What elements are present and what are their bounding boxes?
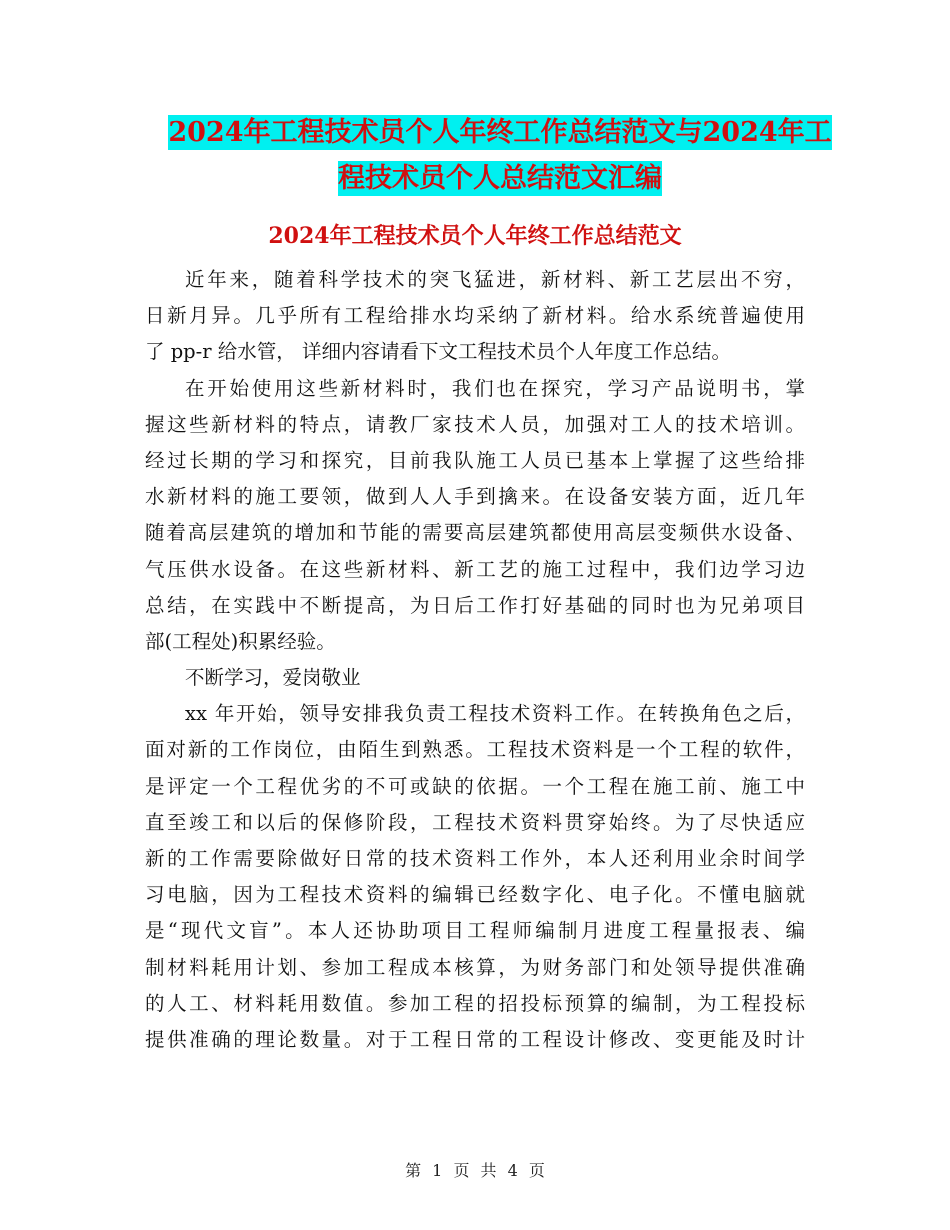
text-line: 习电脑，因为工程技术资料的编辑已经数字化、电子化。不懂电脑就 [145, 883, 805, 907]
text-line: 总结，在实践中不断提高，为日后工作打好基础的同时也为兄弟项目 [145, 593, 805, 617]
section-title: 2024年工程技术员个人年终工作总结范文 [268, 223, 682, 249]
document-title-line-2: 程技术员个人总结范文汇编 [338, 163, 662, 194]
text-line: xx 年开始，领导安排我负责工程技术资料工作。在转换角色之后， [185, 702, 805, 726]
text-line: 了 pp-r 给水管， 详细内容请看下文工程技术员个人年度工作总结。 [145, 340, 731, 364]
text-line: 气压供水设备。在这些新材料、新工艺的施工过程中，我们边学习边 [145, 557, 805, 581]
text-line: 直至竣工和以后的保修阶段，工程技术资料贯穿始终。为了尽快适应 [145, 810, 805, 834]
body-text [145, 262, 805, 1058]
text-line: 部(工程处)积累经验。 [145, 629, 336, 653]
text-line: 握这些新材料的特点，请教厂家技术人员，加强对工人的技术培训。 [145, 412, 805, 436]
text-line: 水新材料的施工要领，做到人人手到擒来。在设备安装方面，近几年 [145, 485, 805, 509]
text-line: 面对新的工作岗位，由陌生到熟悉。工程技术资料是一个工程的软件， [145, 738, 805, 762]
text-line: 日新月异。几乎所有工程给排水均采纳了新材料。给水系统普遍使用 [145, 304, 805, 328]
text-line: 的人工、材料耗用数值。参加工程的招投标预算的编制，为工程投标 [145, 991, 805, 1015]
text-line: 提供准确的理论数量。对于工程日常的工程设计修改、变更能及时计 [145, 1027, 805, 1051]
text-line: 制材料耗用计划、参加工程成本核算，为财务部门和处领导提供准确 [145, 955, 805, 979]
page-footer: 第 1 页 共 4 页 [405, 1161, 545, 1180]
text-line: 是“现代文盲”。本人还协助项目工程师编制月进度工程量报表、编 [145, 919, 805, 943]
text-line: 是评定一个工程优劣的不可或缺的依据。一个工程在施工前、施工中 [145, 774, 805, 798]
document-title [150, 110, 850, 202]
text-line: 在开始使用这些新材料时，我们也在探究，学习产品说明书，掌 [185, 376, 805, 400]
text-line: 新的工作需要除做好日常的技术资料工作外，本人还利用业余时间学 [145, 847, 805, 870]
document-title-line-1: 2024年工程技术员个人年终工作总结范文与2024年工 [168, 117, 832, 148]
text-line: 近年来，随着科学技术的突飞猛进，新材料、新工艺层出不穷， [185, 268, 805, 291]
text-line: 随着高层建筑的增加和节能的需要高层建筑都使用高层变频供水设备、 [145, 521, 805, 545]
section-heading: 不断学习，爱岗敬业 [185, 666, 361, 690]
text-line: 经过长期的学习和探究，目前我队施工人员已基本上掌握了这些给排 [145, 448, 805, 472]
